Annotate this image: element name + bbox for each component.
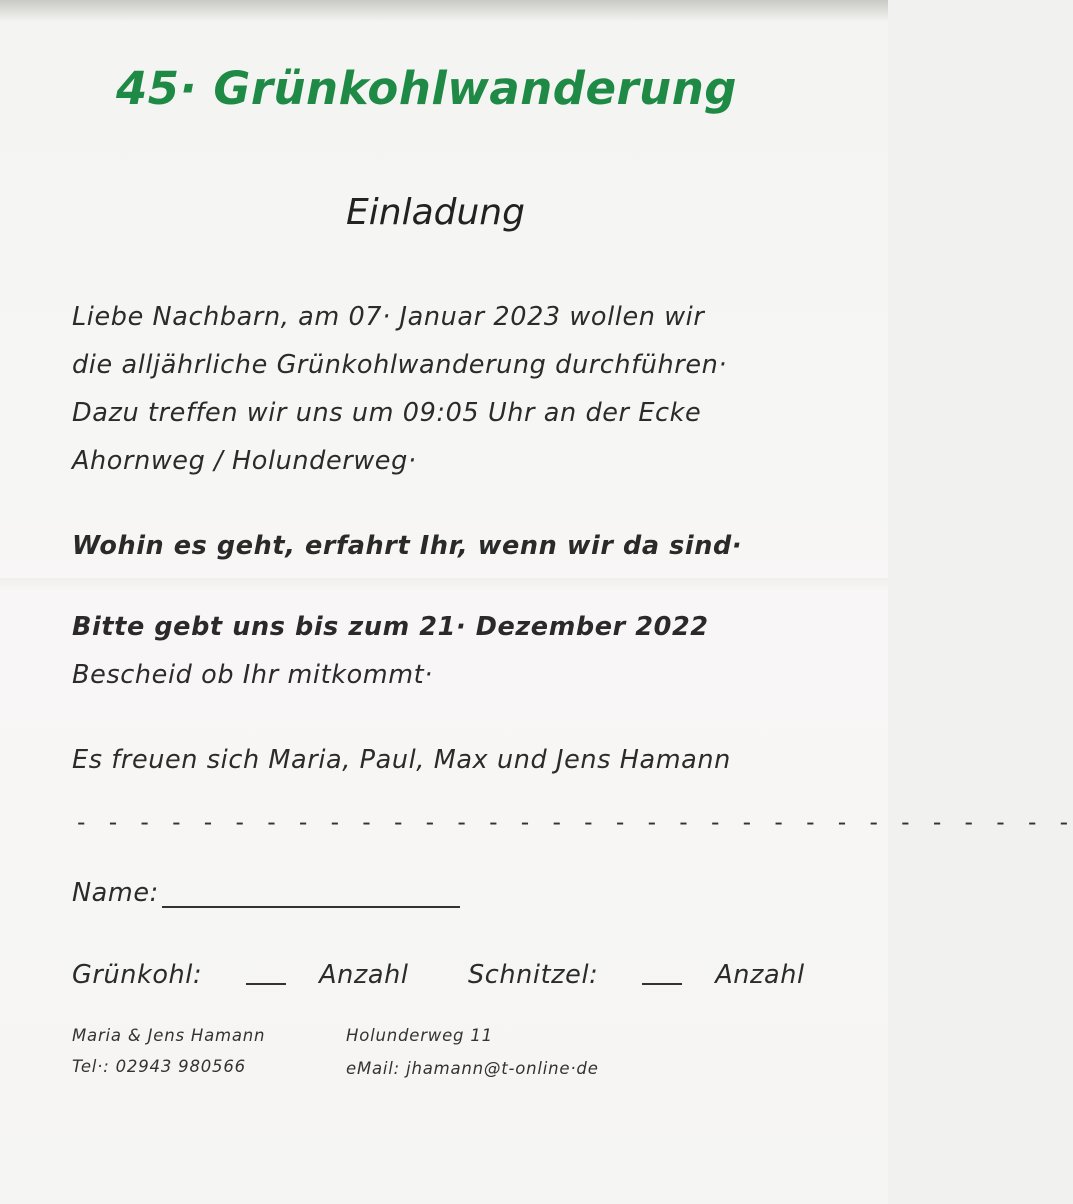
page-title: 45· Grünkohlwanderung [116, 62, 737, 115]
paragraph-line: Ahornweg / Holunderweg· [72, 446, 417, 476]
closing-greeting: Es freuen sich Maria, Paul, Max und Jens Hamann [72, 745, 731, 775]
destination-note: Wohin es geht, erfahrt Ihr, wenn wir da sind· [72, 531, 743, 561]
gruenkohl-label: Grünkohl: [72, 960, 203, 990]
footer-email: eMail: jhamann@t-online·de [346, 1059, 599, 1078]
rsvp-line: Bescheid ob Ihr mitkommt· [72, 660, 433, 690]
paper-top-shadow [0, 0, 888, 22]
paper-fold [0, 578, 888, 592]
schnitzel-label: Schnitzel: [467, 960, 599, 990]
paragraph-line: die alljährliche Grünkohlwanderung durchführen· [72, 350, 728, 380]
paragraph-line: Dazu treffen wir uns um 09:05 Uhr an der Ecke [72, 398, 702, 428]
schnitzel-count-blank[interactable] [642, 983, 682, 985]
rsvp-line: Bitte gebt uns bis zum 21· Dezember 2022 [72, 612, 709, 642]
schnitzel-anzahl-label: Anzahl [715, 960, 805, 990]
name-label: Name: [72, 878, 159, 908]
footer-phone: Tel·: 02943 980566 [72, 1057, 246, 1076]
cut-line: - - - - - - - - - - - - - - - - - - - - - - - - - - - - - - - - [74, 808, 1073, 836]
footer-street: Holunderweg 11 [346, 1026, 493, 1045]
gruenkohl-anzahl-label: Anzahl [319, 960, 409, 990]
gruenkohl-count-blank[interactable] [246, 983, 286, 985]
paragraph-line: Liebe Nachbarn, am 07· Januar 2023 wollen wir [72, 302, 705, 332]
footer-names: Maria & Jens Hamann [72, 1026, 266, 1045]
invitation-heading: Einladung [346, 192, 525, 233]
order-row [72, 960, 805, 990]
name-field-line[interactable] [162, 906, 460, 908]
